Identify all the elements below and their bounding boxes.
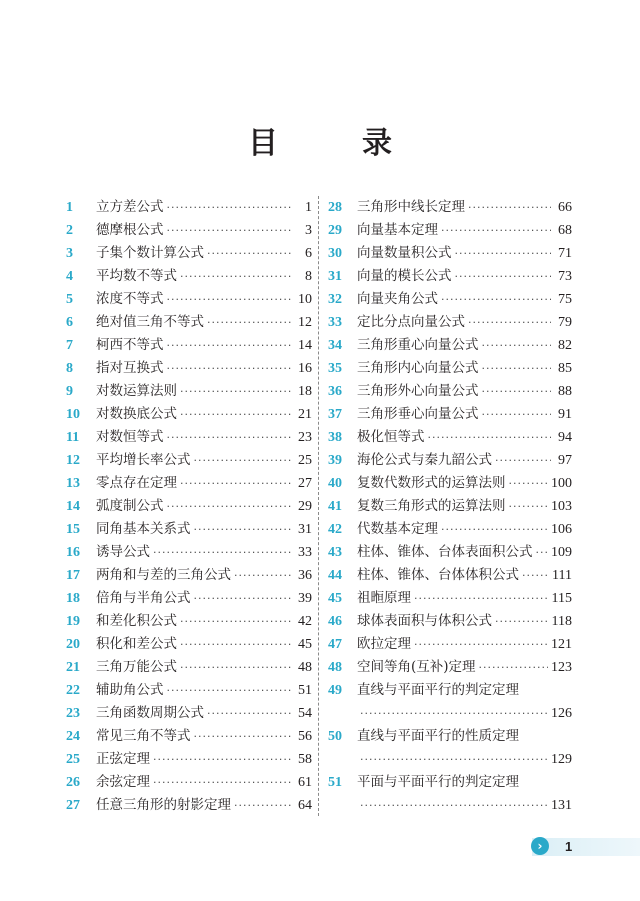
entry-number: 16: [66, 545, 80, 560]
leader-dots: [468, 196, 551, 219]
entry-title: 三角形重心向量公式: [357, 337, 479, 353]
entry-number: 23: [66, 706, 80, 721]
entry-number: 42: [328, 522, 342, 537]
leader-dots: [167, 357, 292, 380]
leader-dots: [441, 219, 551, 242]
toc-entry[interactable]: [66, 771, 312, 794]
entry-number: 47: [328, 637, 342, 652]
entry-page: 18: [298, 384, 312, 399]
entry-title: 辅助角公式: [96, 682, 164, 698]
entry-number: 18: [66, 591, 80, 606]
toc-entry[interactable]: [328, 610, 572, 633]
toc-entry[interactable]: [328, 196, 572, 219]
entry-page: 54: [298, 706, 312, 721]
entry-title: 绝对值三角不等式: [96, 314, 204, 330]
entry-page: 111: [552, 568, 572, 583]
entry-number: 3: [66, 246, 73, 261]
leader-dots: [360, 702, 548, 725]
leader-dots: [194, 449, 292, 472]
entry-title: 立方差公式: [96, 199, 164, 215]
entry-title: 定比分点向量公式: [357, 314, 465, 330]
entry-page: 109: [551, 545, 572, 560]
entry-title: 海伦公式与秦九韶公式: [357, 452, 492, 468]
toc-entry[interactable]: [328, 334, 572, 357]
toc-entry[interactable]: [328, 633, 572, 656]
entry-title: 三角形垂心向量公式: [357, 406, 479, 422]
entry-title: 任意三角形的射影定理: [96, 797, 231, 813]
entry-title: 向量夹角公式: [357, 291, 438, 307]
leader-dots: [180, 265, 291, 288]
entry-page: 126: [551, 706, 572, 721]
entry-title: 祖暅原理: [357, 590, 411, 606]
entry-page: 103: [551, 499, 572, 514]
entry-number: 13: [66, 476, 80, 491]
entry-number: 51: [328, 775, 342, 790]
leader-dots: [428, 426, 552, 449]
toc-entry[interactable]: [66, 564, 312, 587]
entry-number: 38: [328, 430, 342, 445]
toc-entry[interactable]: [328, 518, 572, 541]
entry-number: 20: [66, 637, 80, 652]
leader-dots: [167, 679, 292, 702]
entry-number: 50: [328, 729, 342, 744]
entry-title: 指对互换式: [96, 360, 164, 376]
entry-number: 45: [328, 591, 342, 606]
entry-title: 三角形外心向量公式: [357, 383, 479, 399]
entry-title: 柱体、锥体、台体体积公式: [357, 567, 519, 583]
toc-entry[interactable]: [328, 725, 572, 771]
leader-dots: [482, 334, 552, 357]
toc-entry[interactable]: [328, 449, 572, 472]
entry-title: 对数恒等式: [96, 429, 164, 445]
entry-number: 44: [328, 568, 342, 583]
leader-dots: [455, 242, 552, 265]
entry-number: 22: [66, 683, 80, 698]
entry-number: 32: [328, 292, 342, 307]
toc-column-right: [328, 196, 572, 817]
entry-title: 柱体、锥体、台体表面积公式: [357, 544, 533, 560]
leader-dots: [153, 748, 291, 771]
entry-number: 40: [328, 476, 342, 491]
toc-entry[interactable]: [66, 794, 312, 817]
entry-number: 49: [328, 683, 342, 698]
toc-entry[interactable]: [66, 495, 312, 518]
entry-page: 39: [298, 591, 312, 606]
entry-title: 柯西不等式: [96, 337, 164, 353]
entry-page: 23: [298, 430, 312, 445]
entry-number: 5: [66, 292, 73, 307]
entry-title: 代数基本定理: [357, 521, 438, 537]
entry-number: 26: [66, 775, 80, 790]
entry-number: 1: [66, 200, 73, 215]
toc-entry[interactable]: [66, 472, 312, 495]
leader-dots: [194, 725, 292, 748]
entry-number: 10: [66, 407, 80, 422]
entry-page: 88: [558, 384, 572, 399]
entry-page: 68: [558, 223, 572, 238]
entry-title: 平均增长率公式: [96, 452, 191, 468]
toc-entry[interactable]: [328, 403, 572, 426]
leader-dots: [482, 403, 552, 426]
entry-title: 直线与平面平行的性质定理: [357, 728, 519, 744]
entry-page: 27: [298, 476, 312, 491]
leader-dots: [167, 196, 292, 219]
entry-number: 39: [328, 453, 342, 468]
entry-number: 29: [328, 223, 342, 238]
leader-dots: [536, 541, 549, 564]
entry-number: 48: [328, 660, 342, 675]
entry-page: 71: [558, 246, 572, 261]
entry-page: 29: [298, 499, 312, 514]
entry-number: 7: [66, 338, 73, 353]
entry-number: 19: [66, 614, 80, 629]
entry-number: 28: [328, 200, 342, 215]
entry-number: 46: [328, 614, 342, 629]
leader-dots: [167, 219, 292, 242]
toc-entry[interactable]: [66, 426, 312, 449]
leader-dots: [482, 357, 552, 380]
leader-dots: [482, 380, 552, 403]
leader-dots: [495, 610, 549, 633]
entry-title: 极化恒等式: [357, 429, 425, 445]
entry-number: 8: [66, 361, 73, 376]
toc-entry[interactable]: [328, 288, 572, 311]
entry-page: 16: [298, 361, 312, 376]
entry-title: 诱导公式: [96, 544, 150, 560]
entry-page: 97: [558, 453, 572, 468]
leader-dots: [234, 564, 291, 587]
toc-entry[interactable]: [328, 472, 572, 495]
toc-entry[interactable]: [66, 748, 312, 771]
entry-title: 三角万能公式: [96, 659, 177, 675]
toc-entry[interactable]: [66, 518, 312, 541]
entry-page: 36: [298, 568, 312, 583]
entry-page: 115: [551, 591, 572, 606]
entry-page: 12: [298, 315, 312, 330]
entry-page: 56: [298, 729, 312, 744]
toc-entry[interactable]: [328, 242, 572, 265]
leader-dots: [479, 656, 548, 679]
entry-title: 向量的模长公式: [357, 268, 452, 284]
toc-entry[interactable]: [66, 541, 312, 564]
entry-title: 复数三角形式的运算法则: [357, 498, 506, 514]
toc-entry[interactable]: [328, 587, 572, 610]
leader-dots: [414, 633, 548, 656]
leader-dots: [360, 748, 548, 771]
entry-title: 常见三角不等式: [96, 728, 191, 744]
leader-dots: [180, 403, 291, 426]
entry-page: 6: [305, 246, 312, 261]
entry-title: 三角形中线长定理: [357, 199, 465, 215]
leader-dots: [234, 794, 291, 817]
leader-dots: [180, 633, 291, 656]
entry-number: 14: [66, 499, 80, 514]
toc-entry[interactable]: [66, 196, 312, 219]
toc-entry[interactable]: [66, 679, 312, 702]
entry-title: 向量数量积公式: [357, 245, 452, 261]
entry-page: 14: [298, 338, 312, 353]
toc-entry[interactable]: [328, 495, 572, 518]
toc-entry[interactable]: [328, 357, 572, 380]
entry-page: 45: [298, 637, 312, 652]
entry-number: 2: [66, 223, 73, 238]
entry-number: 12: [66, 453, 80, 468]
entry-number: 36: [328, 384, 342, 399]
entry-page: 100: [551, 476, 572, 491]
entry-page: 3: [305, 223, 312, 238]
entry-number: 6: [66, 315, 73, 330]
entry-number: 35: [328, 361, 342, 376]
entry-title: 倍角与半角公式: [96, 590, 191, 606]
entry-page: 51: [298, 683, 312, 698]
leader-dots: [207, 702, 291, 725]
leader-dots: [495, 449, 551, 472]
entry-page: 121: [551, 637, 572, 652]
entry-page: 8: [305, 269, 312, 284]
entry-title: 向量基本定理: [357, 222, 438, 238]
entry-number: 17: [66, 568, 80, 583]
page-number: 1: [565, 839, 573, 854]
entry-page: 42: [298, 614, 312, 629]
entry-title: 球体表面积与体积公式: [357, 613, 492, 629]
entry-page: 82: [558, 338, 572, 353]
entry-number: 27: [66, 798, 80, 813]
entry-title: 子集个数计算公式: [96, 245, 204, 261]
entry-number: 33: [328, 315, 342, 330]
entry-title: 弧度制公式: [96, 498, 164, 514]
entry-title: 对数运算法则: [96, 383, 177, 399]
entry-title: 同角基本关系式: [96, 521, 191, 537]
page-title: 目 录: [248, 126, 419, 161]
entry-number: 37: [328, 407, 342, 422]
toc-column-left: [66, 196, 312, 817]
leader-dots: [167, 334, 292, 357]
entry-title: 正弦定理: [96, 751, 150, 767]
toc-entry[interactable]: [328, 771, 572, 817]
leader-dots: [180, 656, 291, 679]
entry-title: 德摩根公式: [96, 222, 164, 238]
entry-page: 94: [558, 430, 572, 445]
toc-entry[interactable]: [66, 219, 312, 242]
leader-dots: [180, 380, 291, 403]
leader-dots: [194, 587, 292, 610]
toc-entry[interactable]: [328, 219, 572, 242]
entry-number: 43: [328, 545, 342, 560]
entry-number: 15: [66, 522, 80, 537]
toc-entry[interactable]: [66, 242, 312, 265]
entry-page: 106: [551, 522, 572, 537]
entry-page: 85: [558, 361, 572, 376]
leader-dots: [153, 771, 291, 794]
toc-entry[interactable]: [66, 380, 312, 403]
entry-number: 41: [328, 499, 342, 514]
entry-title: 对数换底公式: [96, 406, 177, 422]
entry-page: 66: [558, 200, 572, 215]
entry-page: 131: [551, 798, 572, 813]
toc-entry[interactable]: [66, 725, 312, 748]
entry-number: 9: [66, 384, 73, 399]
leader-dots: [167, 495, 292, 518]
toc-entry[interactable]: [328, 541, 572, 564]
entry-title: 空间等角(互补)定理: [357, 659, 476, 675]
entry-page: 61: [298, 775, 312, 790]
toc-entry[interactable]: [328, 564, 572, 587]
leader-dots: [167, 288, 292, 311]
leader-dots: [360, 794, 548, 817]
entry-number: 31: [328, 269, 342, 284]
toc-entry[interactable]: [66, 311, 312, 334]
entry-page: 91: [558, 407, 572, 422]
entry-title: 平面与平面平行的判定定理: [357, 774, 519, 790]
leader-dots: [207, 311, 291, 334]
entry-page: 1: [305, 200, 312, 215]
entry-page: 79: [558, 315, 572, 330]
entry-title: 三角函数周期公式: [96, 705, 204, 721]
entry-page: 123: [551, 660, 572, 675]
entry-page: 48: [298, 660, 312, 675]
entry-page: 129: [551, 752, 572, 767]
toc-entry[interactable]: [66, 449, 312, 472]
entry-number: 11: [66, 430, 80, 445]
entry-title: 两角和与差的三角公式: [96, 567, 231, 583]
entry-title: 积化和差公式: [96, 636, 177, 652]
toc-entry[interactable]: [66, 702, 312, 725]
entry-page: 33: [298, 545, 312, 560]
entry-page: 21: [298, 407, 312, 422]
leader-dots: [509, 472, 549, 495]
toc-entry[interactable]: [328, 380, 572, 403]
entry-title: 余弦定理: [96, 774, 150, 790]
entry-number: 25: [66, 752, 80, 767]
leader-dots: [194, 518, 292, 541]
toc-entry[interactable]: [328, 679, 572, 725]
toc-entry[interactable]: [66, 288, 312, 311]
entry-page: 75: [558, 292, 572, 307]
entry-page: 73: [558, 269, 572, 284]
entry-number: 30: [328, 246, 342, 261]
entry-number: 4: [66, 269, 73, 284]
entry-page: 10: [298, 292, 312, 307]
entry-title: 浓度不等式: [96, 291, 164, 307]
toc-entry[interactable]: [66, 334, 312, 357]
column-divider: [318, 196, 319, 816]
toc-entry[interactable]: [66, 265, 312, 288]
leader-dots: [414, 587, 549, 610]
entry-number: 34: [328, 338, 342, 353]
leader-dots: [468, 311, 551, 334]
leader-dots: [180, 610, 291, 633]
entry-title: 欧拉定理: [357, 636, 411, 652]
leader-dots: [522, 564, 549, 587]
leader-dots: [167, 426, 292, 449]
entry-page: 58: [298, 752, 312, 767]
toc-entry[interactable]: [66, 357, 312, 380]
leader-dots: [455, 265, 552, 288]
entry-number: 24: [66, 729, 80, 744]
toc-entry[interactable]: [66, 587, 312, 610]
entry-page: 64: [298, 798, 312, 813]
entry-page: 25: [298, 453, 312, 468]
leader-dots: [153, 541, 291, 564]
toc-entry[interactable]: [328, 311, 572, 334]
chevron-right-icon: ›: [531, 837, 549, 855]
leader-dots: [207, 242, 291, 265]
toc-entry[interactable]: [66, 610, 312, 633]
entry-number: 21: [66, 660, 80, 675]
leader-dots: [509, 495, 549, 518]
toc-entry[interactable]: [66, 403, 312, 426]
toc-entry[interactable]: [66, 656, 312, 679]
leader-dots: [441, 288, 551, 311]
entry-page: 31: [298, 522, 312, 537]
entry-title: 和差化积公式: [96, 613, 177, 629]
entry-title: 平均数不等式: [96, 268, 177, 284]
entry-title: 复数代数形式的运算法则: [357, 475, 506, 491]
toc-entry[interactable]: [328, 265, 572, 288]
toc-entry[interactable]: [66, 633, 312, 656]
entry-page: 118: [551, 614, 572, 629]
entry-title: 直线与平面平行的判定定理: [357, 682, 519, 698]
entry-title: 零点存在定理: [96, 475, 177, 491]
leader-dots: [441, 518, 548, 541]
entry-title: 三角形内心向量公式: [357, 360, 479, 376]
leader-dots: [180, 472, 291, 495]
toc-entry[interactable]: [328, 656, 572, 679]
toc-entry[interactable]: [328, 426, 572, 449]
